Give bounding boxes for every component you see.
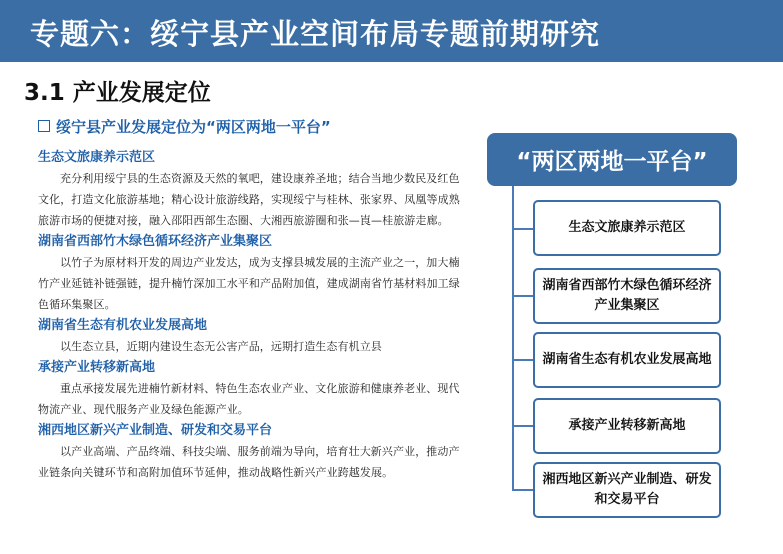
title-banner [0,0,783,62]
connector-branch [512,359,533,361]
item-title: 湖南省西部竹木绿色循环经济产业集聚区 [38,234,273,249]
item-description: 以生态立县，近期内建设生态无公害产品，远期打造生态有机立县 [60,340,382,353]
item-title: 湖南省生态有机农业发展高地 [38,318,208,333]
item-description: 重点承接发展先进楠竹新材料、特色生态农业产业、文化旅游和健康养老业、现代物流产业、现代服务产业及绿色能源产业。 [38,382,460,416]
list-item [38,148,470,231]
diagram-box: 承接产业转移新高地 [533,398,721,454]
diagram-box: 生态文旅康养示范区 [533,200,721,256]
diagram-box: 湖南省西部竹木绿色循环经济产业集聚区 [533,268,721,324]
list-item [38,358,470,420]
connector-branch [512,489,533,491]
connector-branch [512,425,533,427]
list-item [38,316,470,357]
square-bullet-icon [38,120,50,132]
item-description: 以产业高端、产品终端、科技尖端、服务前端为导向，培育壮大新兴产业，推动产业链条向关键环节和高附加值环节延伸，推动战略性新兴产业跨越发展。 [38,445,460,479]
bullet-heading [38,116,331,137]
item-description: 充分利用绥宁县的生态资源及天然的氧吧，建设康养圣地；结合当地少数民及红色文化，打造文化旅游基地；精心设计旅游线路，实现绥宁与桂林、张家界、凤凰等成熟旅游市场的便捷对接，融入邵阳西部生态圈、大湘西旅游圈和张—崀—桂旅游走廊。 [38,172,460,227]
positioning-list [38,148,470,484]
section-heading: 3.1 产业发展定位 [24,80,211,106]
item-title: 承接产业转移新高地 [38,360,156,375]
item-title: 生态文旅康养示范区 [38,150,156,165]
diagram-box: 湖南省生态有机农业发展高地 [533,332,721,388]
connector-vertical [512,186,514,490]
diagram-box: 湘西地区新兴产业制造、研发和交易平台 [533,462,721,518]
item-description: 以竹子为原材料开发的周边产业发达，成为支撑县城发展的主流产业之一，加大楠竹产业延链补链强链，提升楠竹深加工水平和产品附加值，建成湖南省竹基材料加工绿色循环集聚区。 [38,256,460,311]
list-item [38,232,470,315]
connector-branch [512,228,533,230]
connector-branch [512,295,533,297]
item-title: 湘西地区新兴产业制造、研发和交易平台 [38,423,273,438]
bullet-heading-text: 绥宁县产业发展定位为“两区两地一平台” [56,118,331,136]
list-item [38,421,470,483]
page-title: 专题六：绥宁县产业空间布局专题前期研究 [30,17,601,51]
diagram-root-box: “两区两地一平台” [487,133,737,186]
